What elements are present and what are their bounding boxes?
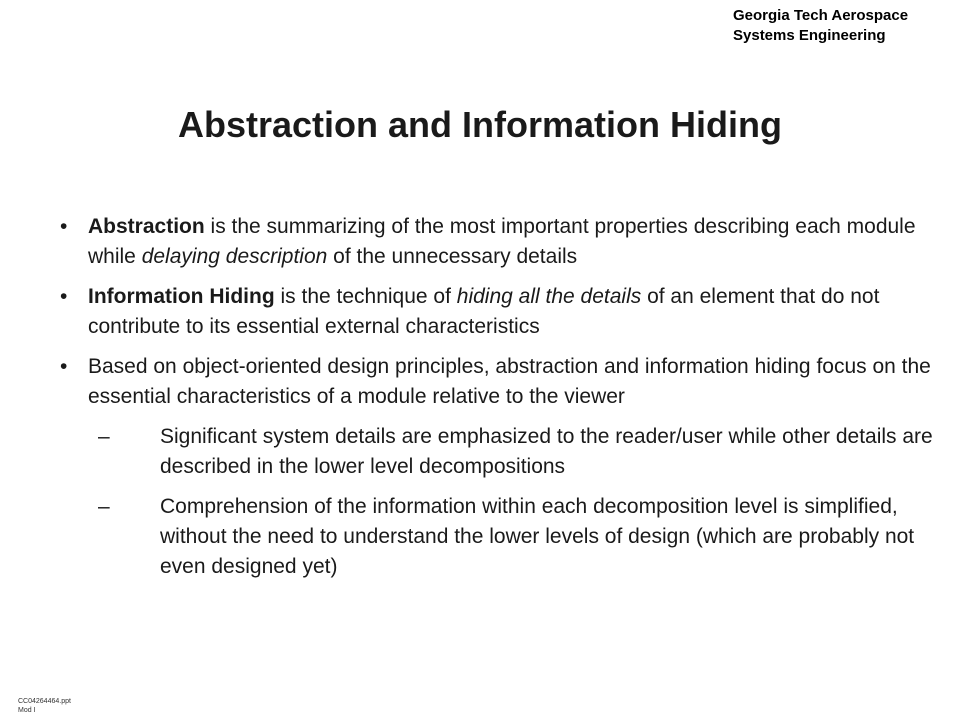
bullet-text: Based on object-oriented design principles, abstraction and information hiding focus on the essential characteristics of a module relative to the viewer [88, 355, 931, 408]
bullet-item-information-hiding [60, 282, 940, 342]
sub-bullet-text: Significant system details are emphasized to the reader/user while other details are described in the lower level decompositions [160, 425, 933, 478]
bullet-text: is the technique of [274, 285, 457, 308]
sub-bullet-item-significant-details [98, 422, 940, 482]
term-information-hiding: Information Hiding [88, 285, 275, 308]
sub-bullet-marker: – [98, 425, 110, 448]
bullet-text: of the unnecessary details [327, 245, 578, 268]
bullet-marker: • [60, 355, 68, 378]
organization-header [733, 6, 957, 46]
term-abstraction: Abstraction [88, 215, 205, 238]
sub-bullet-item-comprehension [98, 492, 940, 582]
bullet-list [60, 212, 940, 592]
organization-name-line2: Systems Engineering [733, 27, 886, 44]
file-name: CC04264464.ppt [18, 698, 71, 705]
slide-title: Abstraction and Information Hiding [178, 104, 782, 145]
sub-bullet-marker: – [98, 495, 110, 518]
bullet-item-abstraction [60, 212, 940, 272]
bullet-item-object-oriented [60, 352, 940, 412]
emphasis-text: hiding all the details [456, 285, 642, 308]
sub-bullet-text: Comprehension of the information within each decomposition level is simplified, without the need to understand the lower levels of design (which are probably not even designed yet) [160, 495, 915, 578]
bullet-text: is the summarizing of the most important properties describing each module while [88, 215, 916, 268]
module-label: Mod I [18, 707, 36, 714]
bullet-marker: • [60, 215, 68, 238]
bullet-text: of an element that do not contribute to its essential external characteristics [88, 285, 880, 338]
bullet-marker: • [60, 285, 68, 308]
organization-name-line1: Georgia Tech Aerospace [733, 7, 909, 24]
emphasis-text: delaying description [141, 245, 328, 268]
slide-footer [18, 697, 71, 715]
